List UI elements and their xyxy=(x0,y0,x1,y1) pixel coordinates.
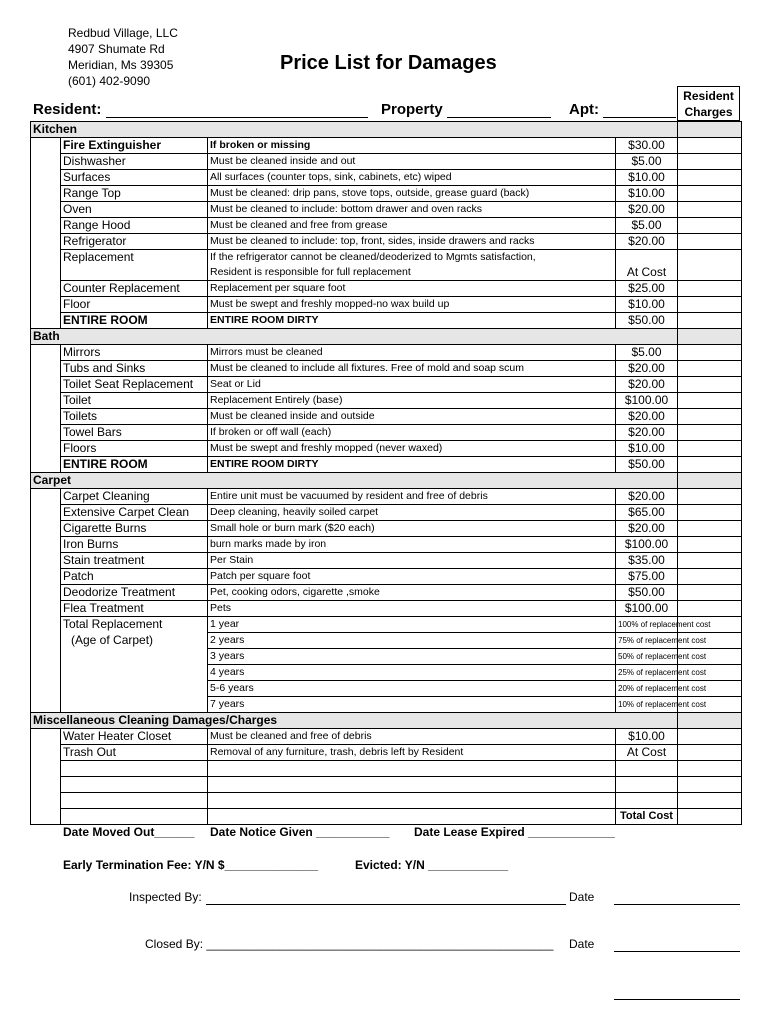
resident-charge-cell[interactable] xyxy=(678,473,742,489)
section-title: Kitchen xyxy=(31,122,678,138)
indent-cell xyxy=(31,793,61,809)
indent-cell xyxy=(31,489,61,505)
item-price: $50.00 xyxy=(616,313,678,329)
resident-charge-cell[interactable] xyxy=(678,521,742,537)
resident-charges-header xyxy=(677,86,740,121)
item-name: Carpet Cleaning xyxy=(61,489,208,505)
table-row xyxy=(31,409,742,425)
item-name: Refrigerator xyxy=(61,234,208,250)
table-row xyxy=(31,521,742,537)
total-cost-cell[interactable] xyxy=(678,809,742,825)
page-title: Price List for Damages xyxy=(280,52,497,74)
resident-charge-cell[interactable] xyxy=(678,777,742,793)
blank-cell xyxy=(208,809,616,825)
item-name-blank xyxy=(61,697,208,713)
item-subtitle: (Age of Carpet) xyxy=(61,633,208,649)
item-price: $10.00 xyxy=(616,441,678,457)
indent-cell xyxy=(31,313,61,329)
item-description: ENTIRE ROOM DIRTY xyxy=(208,313,616,329)
resident-charges-line: Charges xyxy=(684,105,733,119)
resident-charge-cell[interactable] xyxy=(678,409,742,425)
resident-charge-cell[interactable] xyxy=(678,202,742,218)
blank-row xyxy=(31,777,742,793)
item-description: Resident is responsible for full replacement xyxy=(208,265,616,281)
table-row xyxy=(31,697,742,713)
item-description: Must be cleaned inside and outside xyxy=(208,409,616,425)
resident-charge-cell[interactable] xyxy=(678,729,742,745)
table-row xyxy=(31,457,742,473)
item-description: Must be cleaned and free from grease xyxy=(208,218,616,234)
section-title: Miscellaneous Cleaning Damages/Charges xyxy=(31,713,678,729)
replacement-percent: 75% of replacement cost xyxy=(616,633,678,649)
indent-cell xyxy=(31,729,61,745)
table-row xyxy=(31,441,742,457)
resident-charge-cell[interactable] xyxy=(678,313,742,329)
indent-cell xyxy=(31,154,61,170)
replacement-percent: 10% of replacement cost xyxy=(616,697,678,713)
item-name: Trash Out xyxy=(61,745,208,761)
address-line: Redbud Village, LLC xyxy=(68,26,178,40)
indent-cell xyxy=(31,377,61,393)
item-price: $5.00 xyxy=(616,218,678,234)
signature-line[interactable] xyxy=(614,999,740,1000)
replacement-percent: 25% of replacement cost xyxy=(616,665,678,681)
indent-cell xyxy=(31,297,61,313)
table-row xyxy=(31,553,742,569)
item-description: 4 years xyxy=(208,665,616,681)
resident-charges-line: Resident xyxy=(683,89,734,103)
section-header-kitchen xyxy=(31,122,742,138)
item-description: Must be cleaned to include all fixtures. Free of mold and soap scum xyxy=(208,361,616,377)
resident-charge-cell[interactable] xyxy=(678,138,742,154)
indent-cell xyxy=(31,170,61,186)
indent-cell xyxy=(31,218,61,234)
resident-charge-cell[interactable] xyxy=(678,218,742,234)
item-price: $20.00 xyxy=(616,234,678,250)
item-price: $50.00 xyxy=(616,457,678,473)
indent-cell xyxy=(31,633,61,649)
item-name: Mirrors xyxy=(61,345,208,361)
item-description: ENTIRE ROOM DIRTY xyxy=(208,457,616,473)
item-price: $10.00 xyxy=(616,186,678,202)
item-price: $50.00 xyxy=(616,585,678,601)
evicted-field[interactable]: Evicted: Y/N ____________ xyxy=(355,858,509,872)
blank-cell[interactable] xyxy=(616,777,678,793)
table-row xyxy=(31,218,742,234)
resident-label: Resident: xyxy=(33,101,102,118)
table-row xyxy=(31,665,742,681)
item-price: $20.00 xyxy=(616,202,678,218)
item-name: Extensive Carpet Clean xyxy=(61,505,208,521)
item-name: Dishwasher xyxy=(61,154,208,170)
table-row xyxy=(31,633,742,649)
item-description: Must be cleaned to include: bottom drawer and oven racks xyxy=(208,202,616,218)
property-label: Property xyxy=(381,101,443,118)
blank-cell xyxy=(61,809,208,825)
table-row xyxy=(31,234,742,250)
indent-cell xyxy=(31,617,61,633)
item-description: Replacement Entirely (base) xyxy=(208,393,616,409)
table-row xyxy=(31,537,742,553)
blank-cell[interactable] xyxy=(61,793,208,809)
address-line: (601) 402-9090 xyxy=(68,74,151,88)
resident-charge-cell[interactable] xyxy=(678,793,742,809)
table-row xyxy=(31,345,742,361)
table-row xyxy=(31,681,742,697)
item-price: $20.00 xyxy=(616,521,678,537)
company-address xyxy=(68,25,178,89)
property-input-line[interactable] xyxy=(447,103,551,118)
resident-charge-cell[interactable] xyxy=(678,265,742,281)
section-title: Carpet xyxy=(31,473,678,489)
resident-charge-cell[interactable] xyxy=(678,250,742,266)
table-row xyxy=(31,729,742,745)
resident-charge-cell[interactable] xyxy=(678,601,742,617)
indent-cell xyxy=(31,745,61,761)
indent-cell xyxy=(31,361,61,377)
table-row xyxy=(31,154,742,170)
address-line: 4907 Shumate Rd xyxy=(68,42,165,56)
resident-charge-cell[interactable] xyxy=(678,154,742,170)
item-price: $20.00 xyxy=(616,409,678,425)
table-row xyxy=(31,313,742,329)
item-name: Towel Bars xyxy=(61,425,208,441)
resident-charge-cell[interactable] xyxy=(678,505,742,521)
table-row xyxy=(31,265,742,281)
indent-cell xyxy=(31,665,61,681)
indent-cell xyxy=(31,569,61,585)
indent-cell xyxy=(31,234,61,250)
resident-charge-cell[interactable] xyxy=(678,489,742,505)
table-row xyxy=(31,170,742,186)
indent-cell xyxy=(31,345,61,361)
item-name-blank xyxy=(61,649,208,665)
price-table xyxy=(30,121,742,825)
table-row xyxy=(31,585,742,601)
item-name: Toilets xyxy=(61,409,208,425)
item-name: Replacement xyxy=(61,250,208,266)
table-row xyxy=(31,297,742,313)
property-field[interactable] xyxy=(381,101,551,118)
indent-cell xyxy=(31,393,61,409)
item-description: 5-6 years xyxy=(208,681,616,697)
indent-cell xyxy=(31,521,61,537)
item-name: Range Top xyxy=(61,186,208,202)
table-row xyxy=(31,281,742,297)
table-row xyxy=(31,601,742,617)
blank-cell[interactable] xyxy=(208,793,616,809)
item-description: All surfaces (counter tops, sink, cabinets, etc) wiped xyxy=(208,170,616,186)
indent-cell xyxy=(31,601,61,617)
resident-charge-cell[interactable] xyxy=(678,745,742,761)
item-price: $75.00 xyxy=(616,569,678,585)
resident-charge-cell[interactable] xyxy=(678,441,742,457)
table-row xyxy=(31,569,742,585)
item-description: Entire unit must be vacuumed by resident and free of debris xyxy=(208,489,616,505)
blank-cell[interactable] xyxy=(61,761,208,777)
closed-by-field[interactable]: Closed By: ____________________________________________________ xyxy=(145,937,554,951)
item-name: Cigarette Burns xyxy=(61,521,208,537)
indent-cell xyxy=(31,537,61,553)
item-name: Stain treatment xyxy=(61,553,208,569)
item-description: Pet, cooking odors, cigarette ,smoke xyxy=(208,585,616,601)
item-description: Seat or Lid xyxy=(208,377,616,393)
table-row xyxy=(31,617,742,633)
item-name: Toilet Seat Replacement xyxy=(61,377,208,393)
item-description: Must be cleaned inside and out xyxy=(208,154,616,170)
item-name: Toilet xyxy=(61,393,208,409)
resident-charge-cell[interactable] xyxy=(678,361,742,377)
indent-cell xyxy=(31,681,61,697)
item-description: Deep cleaning, heavily soiled carpet xyxy=(208,505,616,521)
blank-cell[interactable] xyxy=(616,793,678,809)
blank-cell[interactable] xyxy=(616,761,678,777)
blank-row xyxy=(31,761,742,777)
date-label: Date xyxy=(569,937,595,951)
item-name: Iron Burns xyxy=(61,537,208,553)
indent-cell xyxy=(31,809,61,825)
section-header-misc xyxy=(31,713,742,729)
blank-cell[interactable] xyxy=(61,777,208,793)
item-price: $5.00 xyxy=(616,345,678,361)
item-price: $10.00 xyxy=(616,170,678,186)
item-price: $100.00 xyxy=(616,393,678,409)
resident-charge-cell[interactable] xyxy=(678,186,742,202)
indent-cell xyxy=(31,186,61,202)
resident-charge-cell[interactable] xyxy=(678,393,742,409)
item-price: $10.00 xyxy=(616,297,678,313)
blank-cell[interactable] xyxy=(208,777,616,793)
item-price: At Cost xyxy=(616,745,678,761)
item-price: $10.00 xyxy=(616,729,678,745)
date-notice-given[interactable]: Date Notice Given ___________ xyxy=(210,825,390,839)
resident-charge-cell[interactable] xyxy=(678,585,742,601)
item-name: Tubs and Sinks xyxy=(61,361,208,377)
indent-cell xyxy=(31,425,61,441)
item-price: $20.00 xyxy=(616,377,678,393)
item-price: $100.00 xyxy=(616,537,678,553)
resident-field[interactable] xyxy=(33,101,368,118)
resident-charge-cell[interactable] xyxy=(678,297,742,313)
replacement-percent: 100% of replacement cost xyxy=(616,617,678,633)
item-description: 3 years xyxy=(208,649,616,665)
section-header-carpet xyxy=(31,473,742,489)
inspected-by-line[interactable] xyxy=(206,904,566,905)
table-row xyxy=(31,138,742,154)
resident-charge-cell[interactable] xyxy=(678,377,742,393)
resident-charge-cell[interactable] xyxy=(678,329,742,345)
date-lease-expired[interactable]: Date Lease Expired _____________ xyxy=(414,825,615,839)
resident-charge-cell[interactable] xyxy=(678,345,742,361)
apt-label: Apt: xyxy=(569,101,599,118)
indent-cell xyxy=(31,553,61,569)
date-label: Date xyxy=(569,890,595,904)
item-name: Oven xyxy=(61,202,208,218)
item-description: Must be swept and freshly mopped (never waxed) xyxy=(208,441,616,457)
resident-charge-cell[interactable] xyxy=(678,761,742,777)
indent-cell xyxy=(31,649,61,665)
item-description: Per Stain xyxy=(208,553,616,569)
resident-charge-cell[interactable] xyxy=(678,569,742,585)
item-description: Small hole or burn mark ($20 each) xyxy=(208,521,616,537)
table-row xyxy=(31,425,742,441)
resident-charge-cell[interactable] xyxy=(678,457,742,473)
item-description: Removal of any furniture, trash, debris left by Resident xyxy=(208,745,616,761)
item-name: Deodorize Treatment xyxy=(61,585,208,601)
section-title: Bath xyxy=(31,329,678,345)
item-name: Water Heater Closet xyxy=(61,729,208,745)
resident-charge-cell[interactable] xyxy=(678,234,742,250)
item-price: $20.00 xyxy=(616,361,678,377)
apt-input-line[interactable] xyxy=(603,103,676,118)
blank-cell[interactable] xyxy=(208,761,616,777)
indent-cell xyxy=(31,761,61,777)
item-name: Total Replacement xyxy=(61,617,208,633)
item-name: Range Hood xyxy=(61,218,208,234)
item-description: Must be cleaned to include: top, front, sides, inside drawers and racks xyxy=(208,234,616,250)
item-price: $5.00 xyxy=(616,154,678,170)
item-price: $20.00 xyxy=(616,489,678,505)
item-price: $35.00 xyxy=(616,553,678,569)
table-row xyxy=(31,186,742,202)
item-name: Floors xyxy=(61,441,208,457)
item-name-blank xyxy=(61,681,208,697)
indent-cell xyxy=(31,250,61,266)
item-description: Patch per square foot xyxy=(208,569,616,585)
inspected-by-label: Inspected By: xyxy=(129,890,202,904)
table-row xyxy=(31,489,742,505)
item-name: Fire Extinguisher xyxy=(61,138,208,154)
replacement-percent: 20% of replacement cost xyxy=(616,681,678,697)
item-description: Must be cleaned and free of debris xyxy=(208,729,616,745)
resident-input-line[interactable] xyxy=(106,103,368,118)
item-name: Flea Treatment xyxy=(61,601,208,617)
indent-cell xyxy=(31,441,61,457)
table-row xyxy=(31,745,742,761)
indent-cell xyxy=(31,697,61,713)
resident-charge-cell[interactable] xyxy=(678,537,742,553)
item-description: Must be swept and freshly mopped-no wax build up xyxy=(208,297,616,313)
item-price: At Cost xyxy=(616,265,678,281)
table-row xyxy=(31,202,742,218)
indent-cell xyxy=(31,281,61,297)
item-description: Mirrors must be cleaned xyxy=(208,345,616,361)
indent-cell xyxy=(31,777,61,793)
resident-charge-cell[interactable] xyxy=(678,122,742,138)
item-description: Replacement per square foot xyxy=(208,281,616,297)
indent-cell xyxy=(31,505,61,521)
table-row xyxy=(31,649,742,665)
item-description: Must be cleaned: drip pans, stove tops, outside, grease guard (back) xyxy=(208,186,616,202)
resident-charge-cell[interactable] xyxy=(678,170,742,186)
total-row xyxy=(31,809,742,825)
table-row xyxy=(31,377,742,393)
item-description: burn marks made by iron xyxy=(208,537,616,553)
item-price: $20.00 xyxy=(616,425,678,441)
table-row xyxy=(31,505,742,521)
indent-cell xyxy=(31,202,61,218)
indent-cell xyxy=(31,138,61,154)
item-name: ENTIRE ROOM xyxy=(61,457,208,473)
item-name: Counter Replacement xyxy=(61,281,208,297)
item-description: 1 year xyxy=(208,617,616,633)
blank-row xyxy=(31,793,742,809)
inspected-date-line[interactable] xyxy=(614,904,740,905)
address-line: Meridian, Ms 39305 xyxy=(68,58,174,72)
early-termination-fee[interactable]: Early Termination Fee: Y/N $______________ xyxy=(63,858,319,872)
item-description: If broken or off wall (each) xyxy=(208,425,616,441)
item-name: Floor xyxy=(61,297,208,313)
indent-cell xyxy=(31,409,61,425)
table-row xyxy=(31,361,742,377)
item-price: $30.00 xyxy=(616,138,678,154)
item-description: If the refrigerator cannot be cleaned/deoderized to Mgmts satisfaction, xyxy=(208,250,616,266)
total-cost-label: Total Cost xyxy=(616,809,678,825)
indent-cell xyxy=(31,457,61,473)
date-moved-out[interactable]: Date Moved Out______ xyxy=(63,825,195,839)
item-name: Patch xyxy=(61,569,208,585)
item-description: 7 years xyxy=(208,697,616,713)
item-price: $65.00 xyxy=(616,505,678,521)
item-name-blank xyxy=(61,665,208,681)
item-description: 2 years xyxy=(208,633,616,649)
resident-charge-cell[interactable] xyxy=(678,425,742,441)
item-description: If broken or missing xyxy=(208,138,616,154)
resident-charge-cell[interactable] xyxy=(678,713,742,729)
apt-field[interactable] xyxy=(569,101,676,118)
closed-date-line[interactable] xyxy=(614,951,740,952)
replacement-percent: 50% of replacement cost xyxy=(616,649,678,665)
item-price: $25.00 xyxy=(616,281,678,297)
item-price: $100.00 xyxy=(616,601,678,617)
item-name: Surfaces xyxy=(61,170,208,186)
table-row xyxy=(31,393,742,409)
indent-cell xyxy=(31,265,61,281)
item-name xyxy=(61,265,208,281)
resident-charge-cell[interactable] xyxy=(678,281,742,297)
resident-charge-cell[interactable] xyxy=(678,553,742,569)
indent-cell xyxy=(31,585,61,601)
section-header-bath xyxy=(31,329,742,345)
item-price xyxy=(616,250,678,266)
item-description: Pets xyxy=(208,601,616,617)
item-name: ENTIRE ROOM xyxy=(61,313,208,329)
table-row xyxy=(31,250,742,266)
